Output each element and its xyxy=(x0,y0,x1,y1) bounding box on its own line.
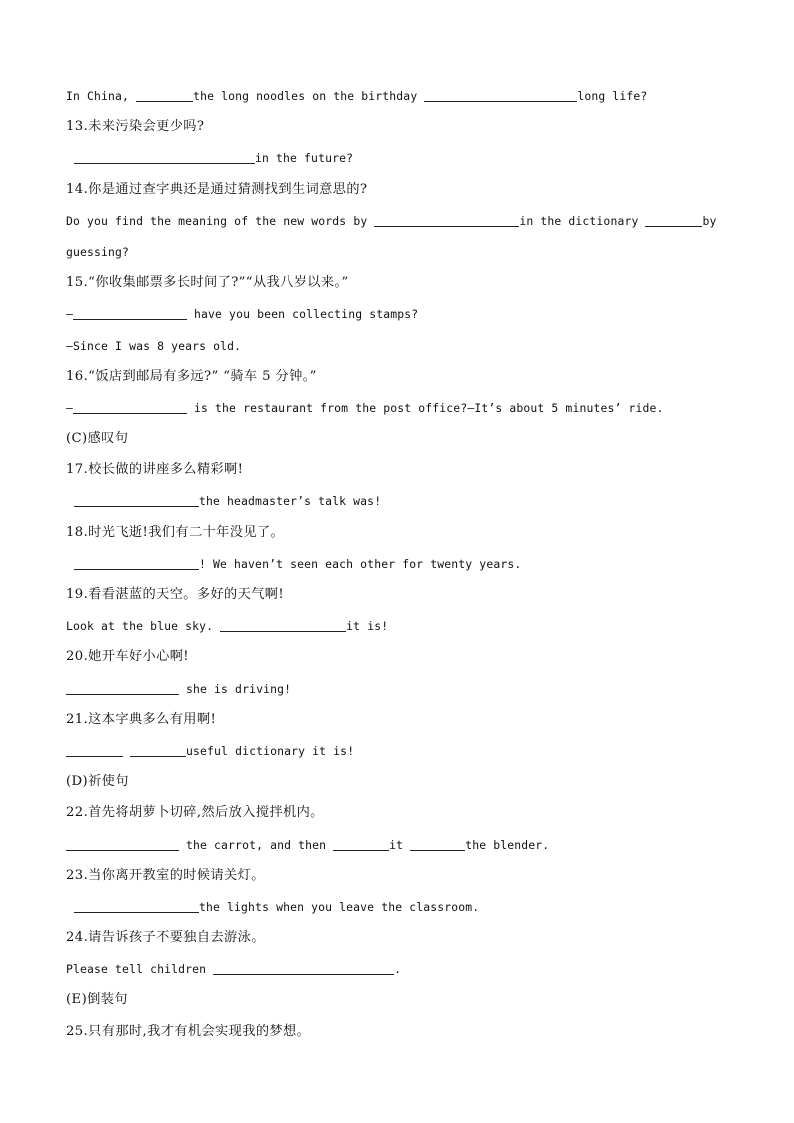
sentence-line: —Since I was 8 years old. xyxy=(66,338,242,353)
answer-blank[interactable] xyxy=(410,837,465,851)
sentence-line: the carrot, and then it the blender. xyxy=(66,833,744,864)
question-13: 13.未来污染会更少吗? xyxy=(66,119,205,135)
section-heading: (D)祈使句 xyxy=(66,774,129,790)
question-22: 22.首先将胡萝卜切碎,然后放入搅拌机内。 xyxy=(66,805,324,821)
question-24: 24.请告诉孩子不要独自去游泳。 xyxy=(66,930,265,946)
answer-blank[interactable] xyxy=(74,150,255,164)
answer-blank[interactable] xyxy=(74,493,199,507)
answer-blank[interactable] xyxy=(66,743,123,757)
answer-blank[interactable] xyxy=(73,306,187,320)
sentence-line: useful dictionary it is! xyxy=(66,739,744,770)
sentence-line: Please tell children . xyxy=(66,962,402,977)
question-15: 15.“你收集邮票多长时间了?”“从我八岁以来。” xyxy=(66,275,349,291)
answer-blank[interactable] xyxy=(74,556,199,570)
sentence-line: the headmaster’s talk was! xyxy=(66,489,744,520)
answer-blank[interactable] xyxy=(136,88,193,102)
answer-blank[interactable] xyxy=(424,88,577,102)
sentence-line: In China, the long noodles on the birthday long life? xyxy=(66,89,648,103)
question-14: 14.你是通过查字典还是通过猜测找到生词意思的? xyxy=(66,181,368,197)
question-21: 21.这本字典多么有用啊! xyxy=(66,711,217,727)
question-23: 23.当你离开教室的时候请关灯。 xyxy=(66,867,265,883)
answer-blank[interactable] xyxy=(645,213,702,227)
question-25: 25.只有那时,我才有机会实现我的梦想。 xyxy=(66,1023,311,1039)
sentence-line: she is driving! xyxy=(66,677,744,708)
sentence-line: Do you find the meaning of the new words by in the dictionary by xyxy=(66,213,717,228)
question-19: 19.看看湛蓝的天空。多好的天气啊! xyxy=(66,587,285,602)
sentence-line: — have you been collecting stamps? xyxy=(66,307,419,322)
answer-blank[interactable] xyxy=(220,618,346,632)
sentence-line: ! We haven’t seen each other for twenty years. xyxy=(66,552,744,583)
answer-blank[interactable] xyxy=(66,681,179,695)
section-heading: (E)倒装句 xyxy=(66,992,128,1008)
sentence-line: Look at the blue sky. it is! xyxy=(66,619,389,634)
sentence-line: in the future? xyxy=(66,146,744,177)
answer-blank[interactable] xyxy=(333,837,389,851)
sentence-line: — is the restaurant from the post office?—It’s about 5 minutes’ ride. xyxy=(66,400,664,415)
answer-blank[interactable] xyxy=(130,743,186,757)
sentence-line: guessing? xyxy=(66,244,130,259)
sentence-line: the lights when you leave the classroom. xyxy=(66,895,744,926)
answer-blank[interactable] xyxy=(73,400,187,414)
question-18: 18.时光飞逝!我们有二十年没见了。 xyxy=(66,524,285,540)
question-17: 17.校长做的讲座多么精彩啊! xyxy=(66,462,244,478)
answer-blank[interactable] xyxy=(66,837,179,851)
question-20: 20.她开车好小心啊! xyxy=(66,649,189,665)
section-heading: (C)感叹句 xyxy=(66,431,129,447)
answer-blank[interactable] xyxy=(74,899,199,913)
answer-blank[interactable] xyxy=(374,213,519,227)
question-16: 16.“饭店到邮局有多远?” “骑车 5 分钟。” xyxy=(66,368,317,384)
answer-blank[interactable] xyxy=(213,961,394,975)
